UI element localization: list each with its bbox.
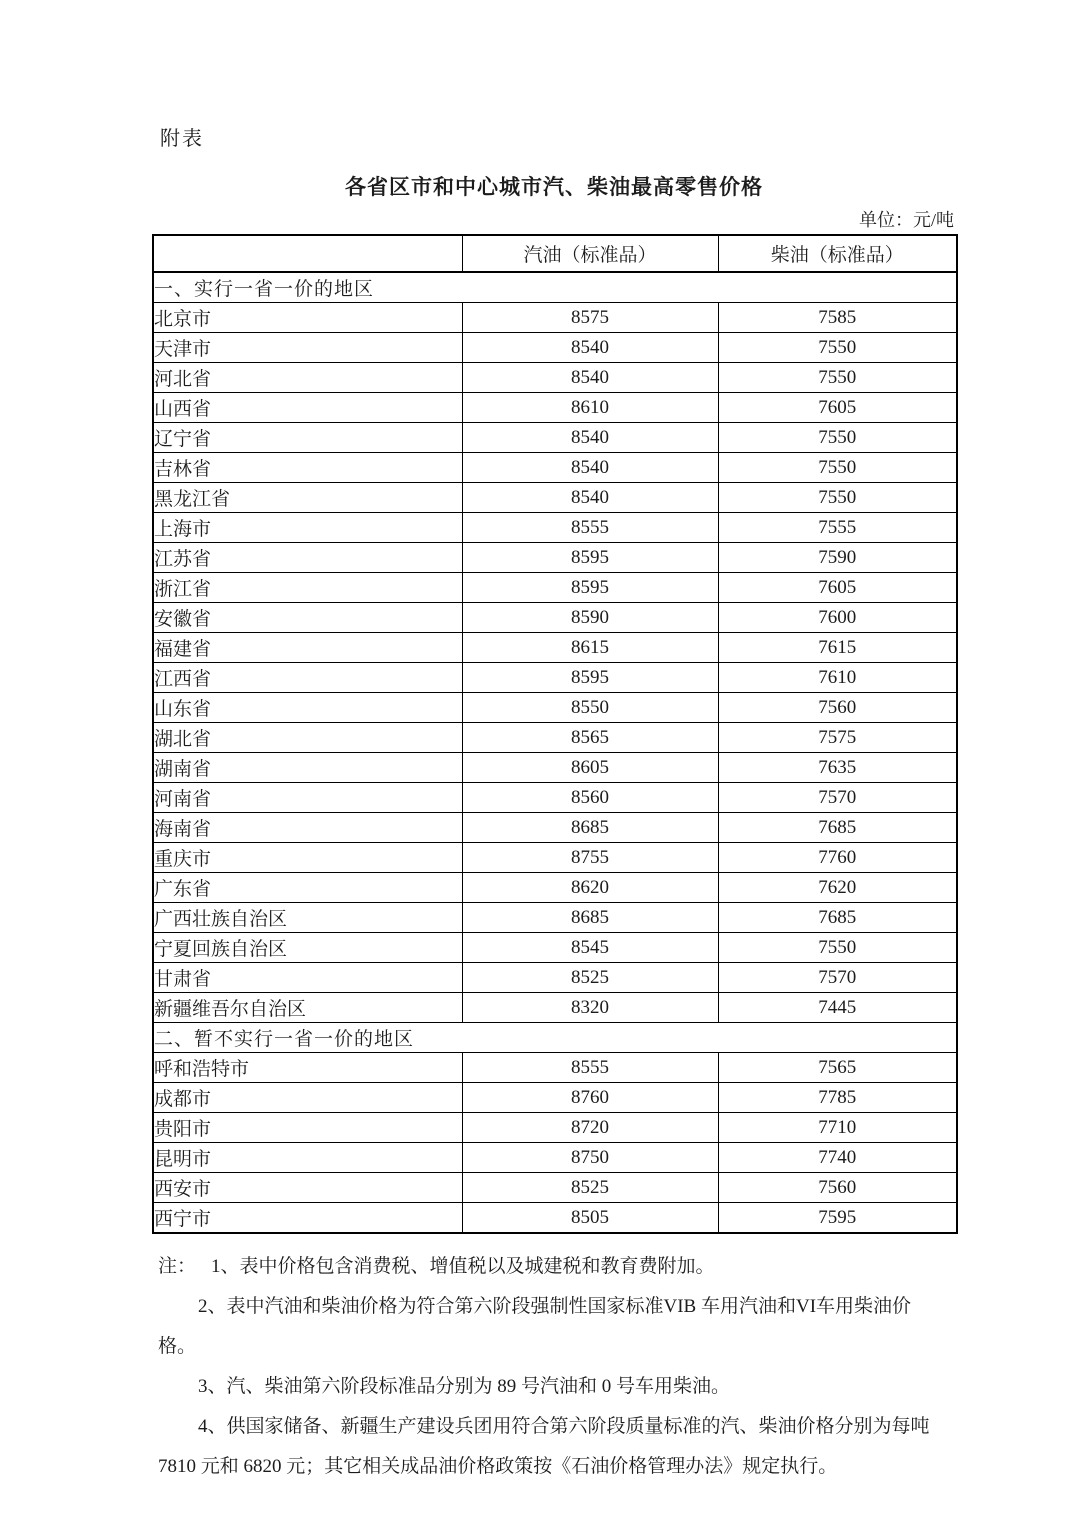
table-row	[153, 1083, 957, 1113]
region-cell: 重庆市	[153, 843, 462, 873]
region-cell: 海南省	[153, 813, 462, 843]
table-row	[153, 753, 957, 783]
table-row	[153, 393, 957, 423]
region-cell: 天津市	[153, 333, 462, 363]
region-cell: 贵阳市	[153, 1113, 462, 1143]
gasoline-price-cell: 8555	[462, 513, 718, 543]
region-cell: 江西省	[153, 663, 462, 693]
gasoline-price-cell: 8555	[462, 1053, 718, 1083]
table-row	[153, 813, 957, 843]
diesel-price-cell: 7600	[718, 603, 957, 633]
diesel-price-cell: 7550	[718, 453, 957, 483]
diesel-price-cell: 7585	[718, 303, 957, 333]
region-cell: 福建省	[153, 633, 462, 663]
region-cell: 北京市	[153, 303, 462, 333]
diesel-price-cell: 7590	[718, 543, 957, 573]
gasoline-price-cell: 8615	[462, 633, 718, 663]
table-row	[153, 1113, 957, 1143]
region-cell: 江苏省	[153, 543, 462, 573]
table-row	[153, 693, 957, 723]
note-text: 格。	[158, 1336, 197, 1357]
diesel-price-cell: 7605	[718, 393, 957, 423]
diesel-price-cell: 7610	[718, 663, 957, 693]
attachment-label: 附表	[160, 128, 204, 150]
table-row	[153, 843, 957, 873]
diesel-price-cell: 7550	[718, 423, 957, 453]
gasoline-price-cell: 8610	[462, 393, 718, 423]
section-header-row	[153, 272, 957, 303]
gasoline-price-cell: 8595	[462, 663, 718, 693]
diesel-price-cell: 7565	[718, 1053, 957, 1083]
diesel-price-cell: 7555	[718, 513, 957, 543]
table-row	[153, 633, 957, 663]
gasoline-price-cell: 8540	[462, 333, 718, 363]
gasoline-price-cell: 8755	[462, 843, 718, 873]
table-row	[153, 303, 957, 333]
table-body	[153, 272, 957, 1233]
table-row	[153, 1203, 957, 1234]
region-cell: 浙江省	[153, 573, 462, 603]
diesel-price-cell: 7445	[718, 993, 957, 1023]
notes-section	[152, 1247, 956, 1487]
region-cell: 湖南省	[153, 753, 462, 783]
gasoline-price-cell: 8590	[462, 603, 718, 633]
diesel-price-cell: 7760	[718, 843, 957, 873]
table-row	[153, 903, 957, 933]
gasoline-price-cell: 8720	[462, 1113, 718, 1143]
document-page	[152, 0, 956, 1487]
gasoline-price-cell: 8540	[462, 483, 718, 513]
diesel-price-cell: 7710	[718, 1113, 957, 1143]
region-cell: 辽宁省	[153, 423, 462, 453]
table-row	[153, 723, 957, 753]
diesel-price-cell: 7550	[718, 933, 957, 963]
gasoline-price-cell: 8525	[462, 1173, 718, 1203]
diesel-price-cell: 7550	[718, 333, 957, 363]
region-cell: 广西壮族自治区	[153, 903, 462, 933]
region-cell: 山西省	[153, 393, 462, 423]
diesel-price-cell: 7685	[718, 813, 957, 843]
region-cell: 广东省	[153, 873, 462, 903]
diesel-price-cell: 7570	[718, 783, 957, 813]
region-cell: 黑龙江省	[153, 483, 462, 513]
table-row	[153, 663, 957, 693]
diesel-price-cell: 7550	[718, 363, 957, 393]
gasoline-price-cell: 8595	[462, 543, 718, 573]
table-row	[153, 933, 957, 963]
table-row	[153, 423, 957, 453]
table-row	[153, 993, 957, 1023]
diesel-price-cell: 7595	[718, 1203, 957, 1234]
section-title: 二、暂不实行一省一价的地区	[153, 1023, 957, 1053]
note-text: 7810 元和 6820 元；其它相关成品油价格政策按《石油价格管理办法》规定执行。	[158, 1456, 838, 1477]
gasoline-price-cell: 8550	[462, 693, 718, 723]
region-cell: 河南省	[153, 783, 462, 813]
section-title: 一、实行一省一价的地区	[153, 272, 957, 303]
region-cell: 山东省	[153, 693, 462, 723]
table-row	[153, 573, 957, 603]
table-row	[153, 333, 957, 363]
note-line	[158, 1247, 956, 1287]
gasoline-price-cell: 8540	[462, 453, 718, 483]
table-row	[153, 513, 957, 543]
price-table	[152, 234, 958, 1234]
gasoline-price-cell: 8540	[462, 363, 718, 393]
table-row	[153, 1143, 957, 1173]
note-line	[158, 1327, 956, 1367]
region-cell: 甘肃省	[153, 963, 462, 993]
table-row	[153, 603, 957, 633]
gasoline-price-cell: 8595	[462, 573, 718, 603]
gasoline-price-cell: 8620	[462, 873, 718, 903]
note-line	[158, 1407, 956, 1447]
table-header	[153, 235, 957, 272]
diesel-price-cell: 7605	[718, 573, 957, 603]
diesel-price-cell: 7635	[718, 753, 957, 783]
region-cell: 西安市	[153, 1173, 462, 1203]
table-row	[153, 543, 957, 573]
table-row	[153, 453, 957, 483]
gasoline-price-cell: 8685	[462, 903, 718, 933]
gasoline-price-cell: 8320	[462, 993, 718, 1023]
note-line	[158, 1447, 956, 1487]
diesel-price-cell: 7620	[718, 873, 957, 903]
page-title: 各省区市和中心城市汽、柴油最高零售价格	[345, 176, 763, 199]
notes-label: 注：	[158, 1256, 197, 1277]
region-cell: 上海市	[153, 513, 462, 543]
unit-label: 单位：元/吨	[858, 210, 954, 230]
note-text: 4、供国家储备、新疆生产建设兵团用符合第六阶段质量标准的汽、柴油价格分别为每吨	[198, 1416, 930, 1437]
diesel-price-cell: 7740	[718, 1143, 957, 1173]
gasoline-price-cell: 8525	[462, 963, 718, 993]
table-header-row	[153, 235, 957, 272]
gasoline-column-header: 汽油（标准品）	[462, 235, 718, 272]
gasoline-price-cell: 8750	[462, 1143, 718, 1173]
section-header-row	[153, 1023, 957, 1053]
table-row	[153, 783, 957, 813]
gasoline-price-cell: 8575	[462, 303, 718, 333]
region-cell: 河北省	[153, 363, 462, 393]
region-cell: 安徽省	[153, 603, 462, 633]
note-line	[158, 1287, 956, 1327]
region-cell: 宁夏回族自治区	[153, 933, 462, 963]
note-text: 3、汽、柴油第六阶段标准品分别为 89 号汽油和 0 号车用柴油。	[198, 1376, 731, 1397]
gasoline-price-cell: 8505	[462, 1203, 718, 1234]
region-cell: 吉林省	[153, 453, 462, 483]
gasoline-price-cell: 8565	[462, 723, 718, 753]
diesel-price-cell: 7550	[718, 483, 957, 513]
region-cell: 西宁市	[153, 1203, 462, 1234]
region-column-header	[153, 235, 462, 272]
diesel-price-cell: 7570	[718, 963, 957, 993]
table-row	[153, 1053, 957, 1083]
diesel-price-cell: 7785	[718, 1083, 957, 1113]
table-row	[153, 873, 957, 903]
diesel-price-cell: 7615	[718, 633, 957, 663]
note-text: 2、表中汽油和柴油价格为符合第六阶段强制性国家标准VIB 车用汽油和VI车用柴油价	[198, 1296, 912, 1317]
table-row	[153, 963, 957, 993]
gasoline-price-cell: 8760	[462, 1083, 718, 1113]
note-line	[158, 1367, 956, 1407]
gasoline-price-cell: 8540	[462, 423, 718, 453]
gasoline-price-cell: 8560	[462, 783, 718, 813]
table-row	[153, 363, 957, 393]
region-cell: 成都市	[153, 1083, 462, 1113]
diesel-price-cell: 7575	[718, 723, 957, 753]
diesel-price-cell: 7685	[718, 903, 957, 933]
diesel-column-header: 柴油（标准品）	[718, 235, 957, 272]
diesel-price-cell: 7560	[718, 1173, 957, 1203]
gasoline-price-cell: 8685	[462, 813, 718, 843]
gasoline-price-cell: 8545	[462, 933, 718, 963]
table-row	[153, 483, 957, 513]
region-cell: 新疆维吾尔自治区	[153, 993, 462, 1023]
note-text: 1、表中价格包含消费税、增值税以及城建税和教育费附加。	[211, 1256, 715, 1277]
table-row	[153, 1173, 957, 1203]
region-cell: 湖北省	[153, 723, 462, 753]
gasoline-price-cell: 8605	[462, 753, 718, 783]
region-cell: 呼和浩特市	[153, 1053, 462, 1083]
diesel-price-cell: 7560	[718, 693, 957, 723]
region-cell: 昆明市	[153, 1143, 462, 1173]
